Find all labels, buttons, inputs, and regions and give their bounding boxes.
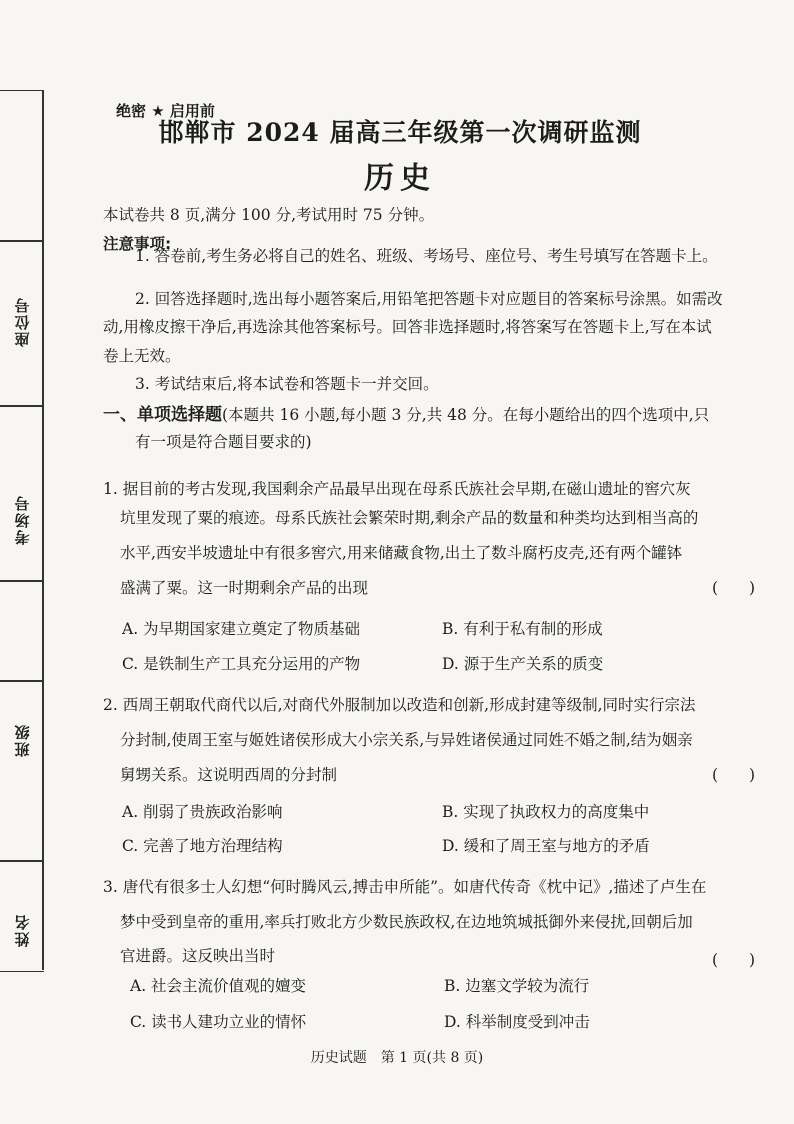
answer-bracket: ( ) xyxy=(712,766,756,784)
option-b[interactable]: B. 有利于私有制的形成 xyxy=(442,620,603,638)
option-c[interactable]: C. 是铁制生产工具充分运用的产物 xyxy=(122,655,361,673)
binding-strip-edge xyxy=(42,90,44,970)
page-footer: 历史试题 第 1 页(共 8 页) xyxy=(310,1050,484,1066)
strip-divider xyxy=(0,580,44,582)
note-2-line-3: 卷上无效。 xyxy=(103,347,181,365)
class-label: 班级 xyxy=(13,723,32,757)
option-b[interactable]: B. 实现了执政权力的高度集中 xyxy=(442,803,650,821)
option-d[interactable]: D. 源于生产关系的质变 xyxy=(442,655,604,673)
question-line: 梦中受到皇帝的重用,率兵打败北方少数民族政权,在边地筑城抵御外来侵扰,回朝后加 xyxy=(120,913,693,931)
option-b[interactable]: B. 边塞文学较为流行 xyxy=(444,977,590,995)
note-3: 3. 考试结束后,将本试卷和答题卡一并交回。 xyxy=(135,375,439,393)
question-line: 官进爵。这反映出当时 xyxy=(120,947,276,965)
question-line: 盛满了粟。这一时期剩余产品的出现 xyxy=(120,579,369,597)
answer-bracket: ( ) xyxy=(712,951,756,969)
strip-divider xyxy=(0,680,44,682)
name-label: 姓名 xyxy=(13,913,32,947)
strip-divider xyxy=(0,240,44,242)
option-c[interactable]: C. 读书人建功立业的情怀 xyxy=(130,1013,307,1031)
section-description-cont: 有一项是符合题目要求的) xyxy=(135,433,312,451)
strip-divider xyxy=(0,405,44,407)
note-2-line-1: 2. 回答选择题时,选出每小题答案后,用铅笔把答题卡对应题目的答案标号涂黑。如需改 xyxy=(135,290,723,308)
option-d[interactable]: D. 缓和了周王室与地方的矛盾 xyxy=(442,837,650,855)
intro-line: 本试卷共 8 页,满分 100 分,考试用时 75 分钟。 xyxy=(103,206,435,224)
option-a[interactable]: A. 社会主流价值观的嬗变 xyxy=(130,977,307,995)
option-c[interactable]: C. 完善了地方治理结构 xyxy=(122,837,283,855)
option-d[interactable]: D. 科举制度受到冲击 xyxy=(444,1013,590,1031)
question-line: 3. 唐代有很多士人幻想“何时腾风云,搏击申所能”。如唐代传奇《枕中记》,描述了卢生在 xyxy=(103,878,707,896)
section-heading: 一、单项选择题 xyxy=(103,405,222,425)
exam-room-label: 考场号 xyxy=(13,494,32,546)
note-1-text: 1. 答卷前,考生务必将自己的姓名、班级、考场号、座位号、考生号填写在答题卡上。 xyxy=(135,247,718,265)
notes-title: 注意事项: xyxy=(103,235,172,253)
answer-bracket: ( ) xyxy=(712,579,756,597)
seat-number-label: 座位号 xyxy=(13,296,32,348)
question-line: 坑里发现了粟的痕迹。母系氏族社会繁荣时期,剩余产品的数量和种类均达到相当高的 xyxy=(120,509,699,527)
strip-divider xyxy=(0,860,44,862)
question-line: 1. 据目前的考古发现,我国剩余产品最早出现在母系氏族社会早期,在磁山遗址的窖穴灰 xyxy=(103,480,691,498)
section-header xyxy=(103,400,709,425)
note-2-line-2: 动,用橡皮擦干净后,再选涂其他答案标号。回答非选择题时,将答案写在答题卡上,写在本试 xyxy=(103,318,712,336)
section-description: (本题共 16 小题,每小题 3 分,共 48 分。在每小题给出的四个选项中,只 xyxy=(222,406,710,424)
question-line: 舅甥关系。这说明西周的分封制 xyxy=(120,766,338,784)
confidential-mark: 绝密 ★ 启用前 xyxy=(116,102,215,120)
exam-title: 邯郸市 2024 届高三年级第一次调研监测 xyxy=(158,118,642,147)
subject-title: 历史 xyxy=(364,161,436,196)
option-a[interactable]: A. 削弱了贵族政治影响 xyxy=(122,803,283,821)
question-line: 2. 西周王朝取代商代以后,对商代外服制加以改造和创新,形成封建等级制,同时实行宗法 xyxy=(103,696,696,714)
question-line: 分封制,使周王室与姬姓诸侯形成大小宗关系,与异姓诸侯通过同姓不婚之制,结为姻亲 xyxy=(120,731,693,749)
option-a[interactable]: A. 为早期国家建立奠定了物质基础 xyxy=(122,620,361,638)
question-line: 水平,西安半坡遗址中有很多窖穴,用来储藏食物,出土了数斗腐朽皮壳,还有两个罐钵 xyxy=(120,544,683,562)
